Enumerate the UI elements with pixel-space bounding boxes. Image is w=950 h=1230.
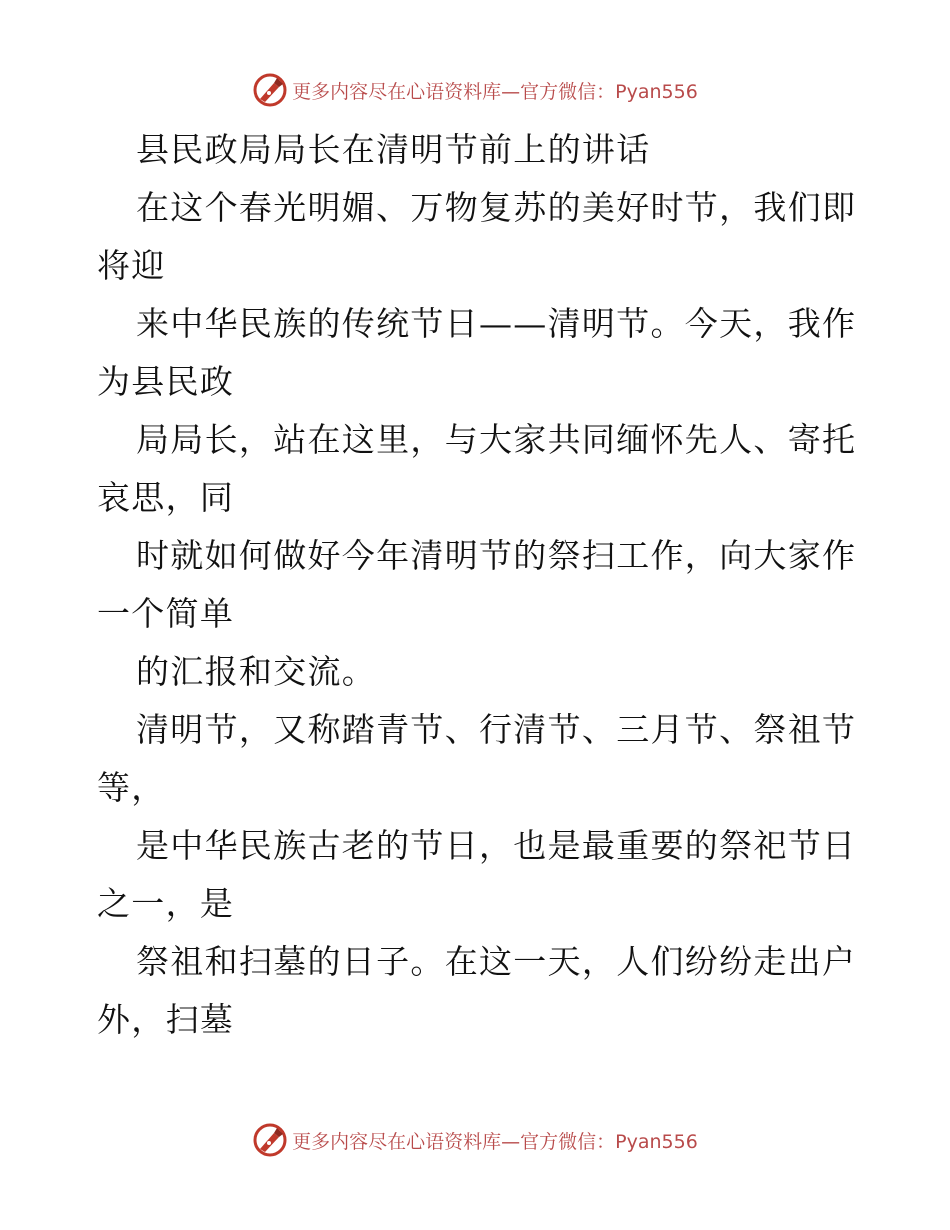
text-line: 等， xyxy=(97,768,166,807)
header-wechat-text: —官方微信：Pyan556 xyxy=(501,80,698,103)
text-line: 时就如何做好今年清明节的祭扫工作，向大家作 xyxy=(136,536,857,575)
document-title: 县民政局局长在清明节前上的讲话 xyxy=(136,130,651,169)
document-body xyxy=(97,121,857,1049)
footer-banner xyxy=(0,1120,950,1160)
header-brand-text: 更多内容尽在心语资料库—官方微信：Pyan556 xyxy=(292,80,698,103)
text-line: 为县民政 xyxy=(97,362,235,401)
pen-nib-logo-icon xyxy=(252,1122,288,1158)
text-line: 来中华民族的传统节日——清明节。今天，我作 xyxy=(136,304,857,343)
text-line: 是中华民族古老的节日，也是最重要的祭祀节日 xyxy=(136,826,857,865)
pen-nib-logo-icon xyxy=(252,72,288,108)
text-line: 局局长，站在这里，与大家共同缅怀先人、寄托 xyxy=(136,420,857,459)
text-line: 祭祖和扫墓的日子。在这一天，人们纷纷走出户 xyxy=(136,942,857,981)
text-line: 清明节，又称踏青节、行清节、三月节、祭祖节 xyxy=(136,710,857,749)
text-line: 的汇报和交流。 xyxy=(136,652,377,691)
text-line: 外，扫墓 xyxy=(97,1000,235,1039)
text-line: 哀思，同 xyxy=(97,478,235,517)
footer-wechat-text: —官方微信：Pyan556 xyxy=(501,1130,698,1153)
header-banner xyxy=(0,70,950,110)
footer-brand-text: 更多内容尽在心语资料库—官方微信：Pyan556 xyxy=(292,1130,698,1153)
text-line: 之一，是 xyxy=(97,884,235,923)
text-line: 在这个春光明媚、万物复苏的美好时节，我们即 xyxy=(136,188,857,227)
text-line: 一个简单 xyxy=(97,594,235,633)
text-line: 将迎 xyxy=(97,246,166,285)
